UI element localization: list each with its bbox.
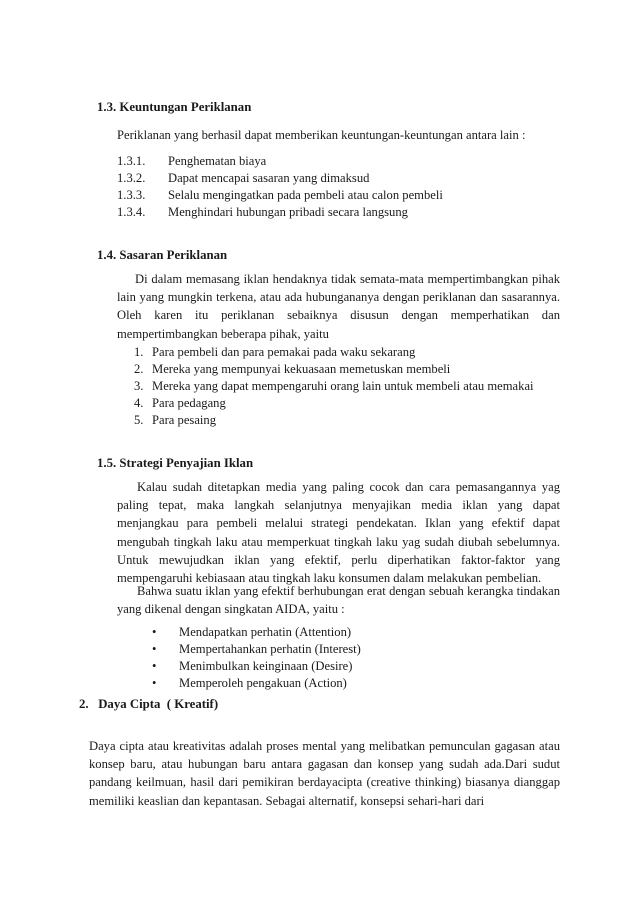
paragraph: Kalau sudah ditetapkan media yang paling cocok dan cara pemasangannya yag paling tepat, maka langkah selanjutnya menyajikan media iklan yang dapat menjangkau para pembeli melalui strategi pendekatan. Iklan yang efektif dapat mengubah tingkah laku atau memperkuat tingkah laku yag sudah diubah sebelumnya. Untuk mewujudkan iklan yang efektif, perlu diperhatikan faktor-faktor yang mempengaruhi kebiasaan atau tingkah laku konsumen dalam melakukan pembelian.: [117, 480, 560, 586]
numbered-list-1-3: [117, 153, 443, 221]
numbered-list-1-4: [134, 344, 534, 429]
bullet-icon: •: [152, 676, 157, 690]
bullet-icon: •: [152, 659, 157, 673]
list-item: • Mempertahankan perhatin (Interest): [152, 642, 361, 656]
paragraph: Bahwa suatu iklan yang efektif berhubungan erat dengan sebuah kerangka tindakan yang dikenal dengan singkatan AIDA, yaitu :: [117, 584, 560, 617]
section-heading-2: 2. Daya Cipta ( Kreatif): [79, 697, 219, 711]
list-item: 1.3.2. Dapat mencapai sasaran yang dimaksud: [117, 171, 370, 185]
list-item: 4. Para pedagang: [134, 396, 226, 410]
section-heading-1-3: 1.3. Keuntungan Periklanan: [97, 100, 252, 114]
list-item: 2. Mereka yang mempunyai kekuasaan memetuskan membeli: [134, 362, 451, 376]
paragraph: Di dalam memasang iklan hendaknya tidak semata-mata mempertimbangkan pihak lain yang mungkin terkena, atau ada hubungananya dengan periklanan dan sasarannya. Oleh karen itu periklanan sebaiknya disusun dengan memperhatikan dan mempertimbangkan beberapa pihak, yaitu: [117, 272, 560, 341]
list-item: 3. Mereka yang dapat mempengaruhi orang lain untuk membeli atau memakai: [134, 379, 534, 393]
paragraph: Daya cipta atau kreativitas adalah proses mental yang melibatkan pemunculan gagasan atau konsep baru, atau hubungan baru antara gagasan dan konsep yang sudah ada.Dari sudut pandang keilmuan, hasil dari pemikiran berdayacipta (creative thinking) biasanya dianggap memiliki keaslian dan kepantasan. Sebagai alternatif, konsepsi sehari-hari dari: [89, 739, 560, 808]
aida-bullet-list: [152, 624, 361, 692]
list-item: 1.3.1. Penghematan biaya: [117, 154, 267, 168]
section-heading-1-4: 1.4. Sasaran Periklanan: [97, 248, 228, 262]
bullet-icon: •: [152, 625, 157, 639]
list-item: 1.3.3. Selalu mengingatkan pada pembeli atau calon pembeli: [117, 188, 443, 202]
list-item: • Memperoleh pengakuan (Action): [152, 676, 347, 690]
section-heading-1-5: 1.5. Strategi Penyajian Iklan: [97, 456, 254, 470]
section-intro: Periklanan yang berhasil dapat memberikan keuntungan-keuntungan antara lain :: [117, 128, 526, 142]
list-item: • Mendapatkan perhatin (Attention): [152, 625, 352, 639]
list-item: 1. Para pembeli dan para pemakai pada waku sekarang: [134, 345, 416, 359]
list-item: 5. Para pesaing: [134, 413, 216, 427]
bullet-icon: •: [152, 642, 157, 656]
list-item: • Menimbulkan keinginaan (Desire): [152, 659, 353, 673]
list-item: 1.3.4. Menghindari hubungan pribadi secara langsung: [117, 205, 408, 219]
